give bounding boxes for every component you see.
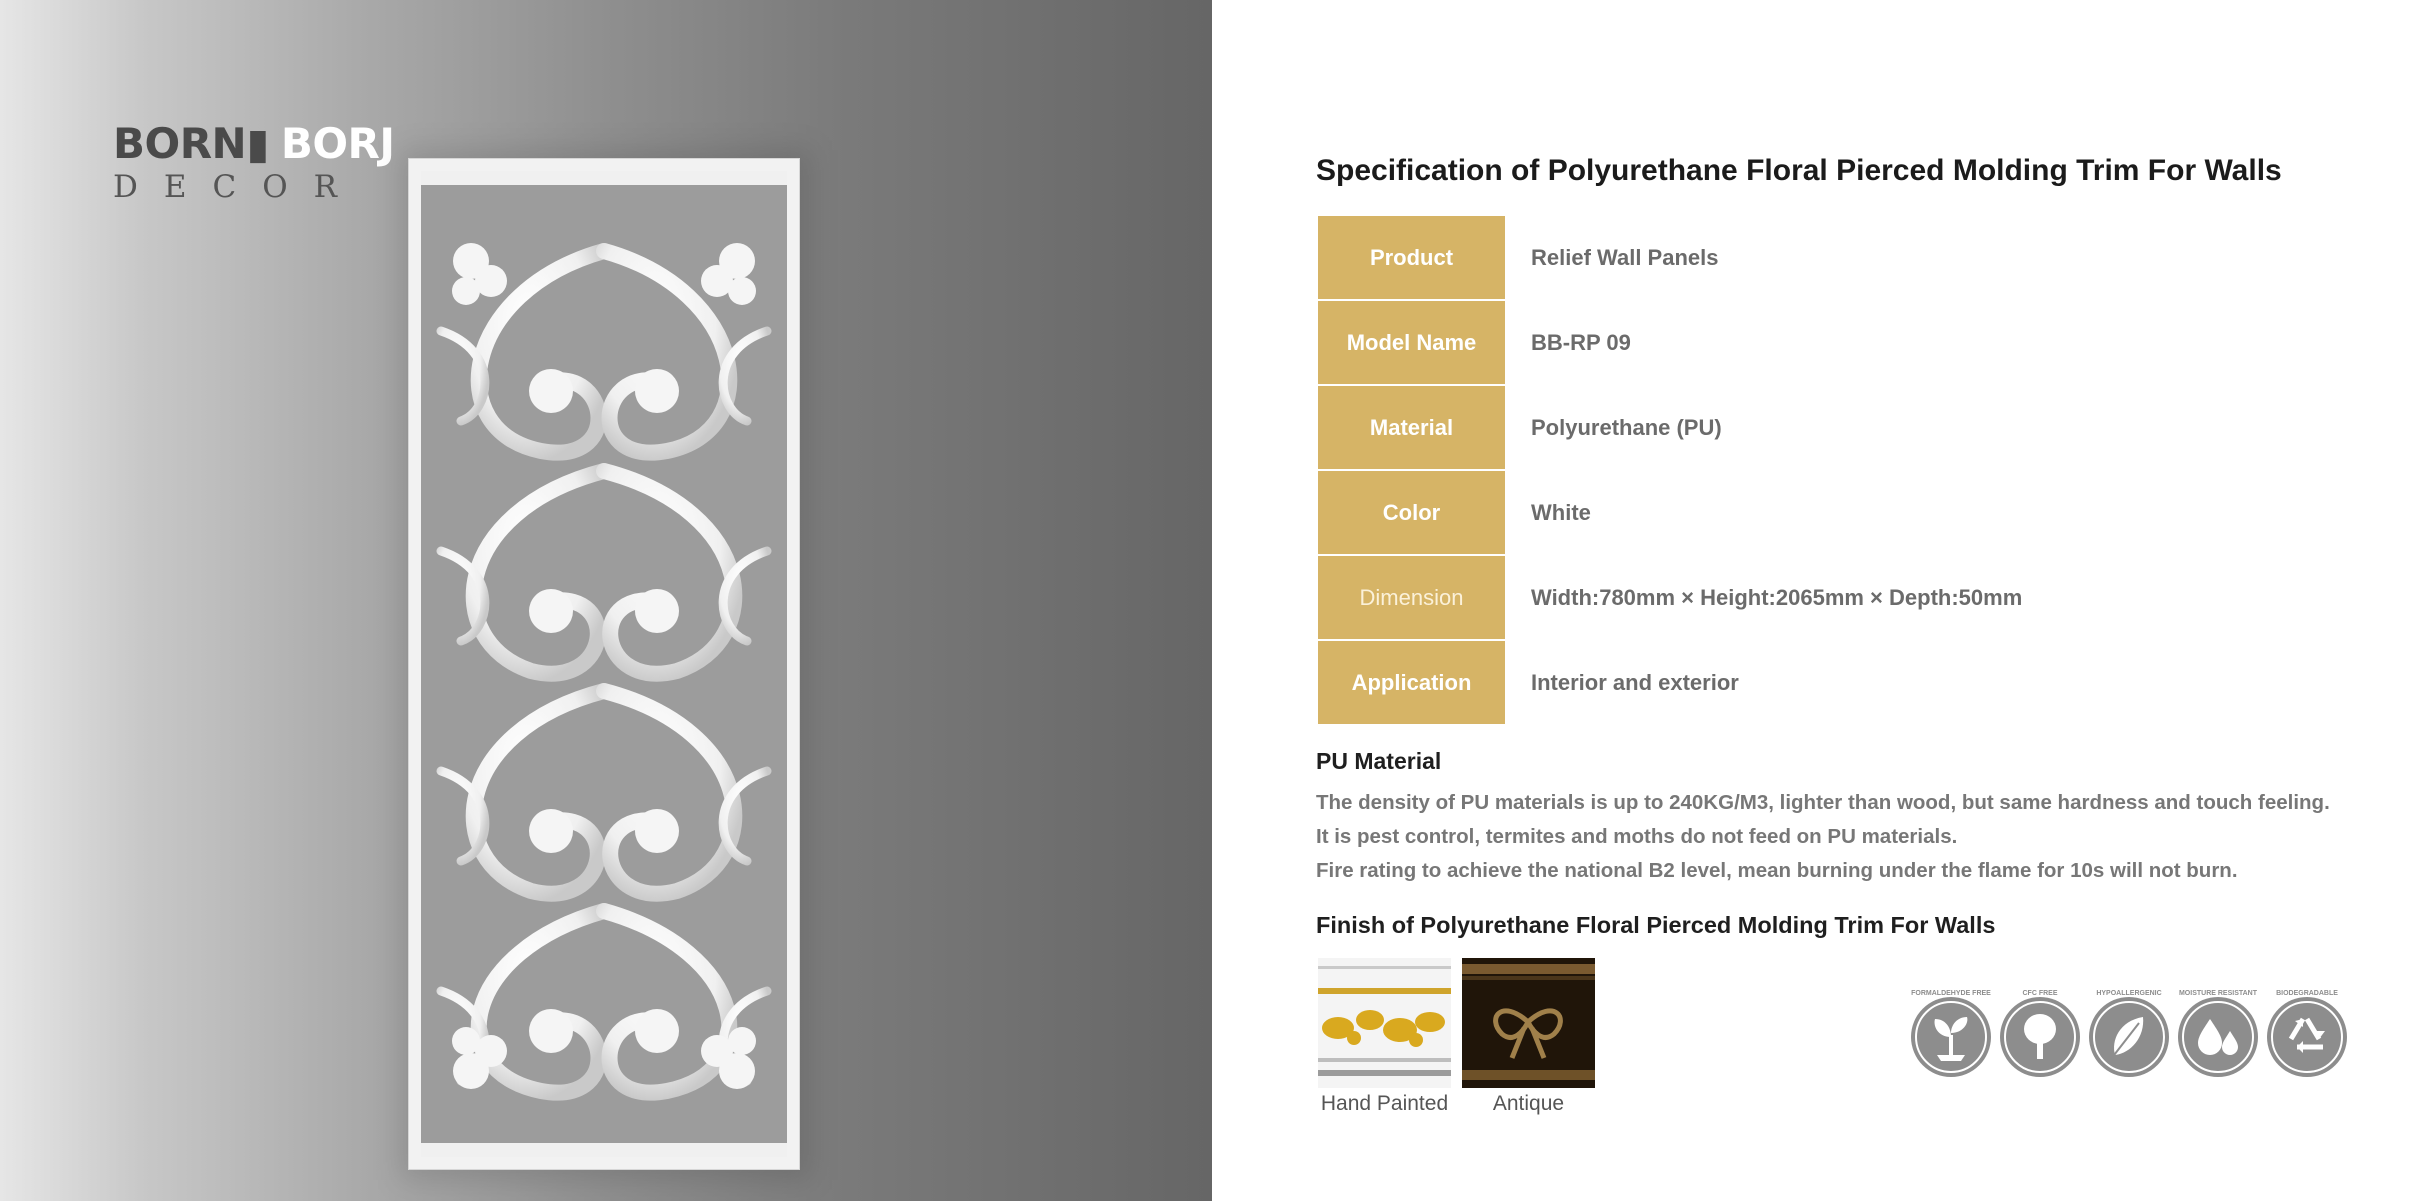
spec-label: Application — [1317, 640, 1506, 725]
tree-icon — [2000, 997, 2080, 1077]
feather-icon — [2089, 997, 2169, 1077]
antique-swatch-image — [1462, 958, 1595, 1088]
moisture-resistant-badge — [2178, 990, 2258, 1077]
water-drop-icon — [2178, 997, 2258, 1077]
spec-label: Material — [1317, 385, 1506, 470]
pu-line: The density of PU materials is up to 240KG/M3, lighter than wood, but same hardness and touch feeling. — [1316, 791, 2330, 814]
spec-value: BB-RP 09 — [1506, 300, 2352, 385]
spec-row-material — [1317, 385, 2352, 470]
spec-value: Interior and exterior — [1506, 640, 2352, 725]
finish-caption: Antique — [1492, 1092, 1565, 1115]
spec-title: Specification of Polyurethane Floral Pierced Molding Trim For Walls — [1316, 154, 2282, 187]
badge-caption: BIODEGRADABLE — [2276, 990, 2338, 997]
pu-line: It is pest control, termites and moths do not feed on PU materials. — [1316, 825, 1958, 848]
formaldehyde-free-badge — [1911, 990, 1991, 1077]
panel-ornament — [421, 171, 787, 1157]
spec-label: Product — [1317, 215, 1506, 300]
finish-caption: Hand Painted — [1320, 1092, 1449, 1115]
finish-title: Finish of Polyurethane Floral Pierced Molding Trim For Walls — [1316, 912, 1996, 938]
finish-swatch-antique[interactable] — [1462, 958, 1595, 1088]
spec-table — [1316, 214, 2353, 726]
spec-value: White — [1506, 470, 2352, 555]
pu-material-title: PU Material — [1316, 748, 1442, 774]
product-image — [408, 158, 800, 1170]
recycle-icon — [2267, 997, 2347, 1077]
brand-logo-word-1: BORN▮ — [113, 119, 269, 168]
badge-caption: CFC FREE — [2022, 990, 2058, 997]
certification-badges — [1911, 990, 2347, 1077]
cfc-free-badge — [2000, 990, 2080, 1077]
brand-logo-word-2: BORJ — [280, 119, 395, 168]
badge-caption: FORMALDEHYDE FREE — [1911, 990, 1991, 997]
spec-label: Dimension — [1317, 555, 1506, 640]
badge-caption: MOISTURE RESISTANT — [2178, 990, 2258, 997]
pu-line: Fire rating to achieve the national B2 level, mean burning under the flame for 10s will not burn. — [1316, 859, 2238, 882]
spec-row-product — [1317, 215, 2352, 300]
spec-row-application — [1317, 640, 2352, 725]
spec-row-dimension — [1317, 555, 2352, 640]
spec-row-color — [1317, 470, 2352, 555]
biodegradable-badge — [2267, 990, 2347, 1077]
floral-scroll-ornament — [421, 171, 787, 1157]
spec-value: Relief Wall Panels — [1506, 215, 2352, 300]
spec-value: Width:780mm × Height:2065mm × Depth:50mm — [1506, 555, 2352, 640]
finish-swatch-hand-painted[interactable] — [1318, 958, 1451, 1088]
spec-label: Model Name — [1317, 300, 1506, 385]
hypoallergenic-badge — [2089, 990, 2169, 1077]
brand-logo — [113, 119, 395, 207]
spec-value: Polyurethane (PU) — [1506, 385, 2352, 470]
plant-icon — [1911, 997, 1991, 1077]
pu-material-description — [1316, 786, 2330, 888]
spec-row-model-name — [1317, 300, 2352, 385]
brand-logo-subtitle: DECOR — [113, 169, 363, 205]
badge-caption: HYPOALLERGENIC — [2096, 990, 2162, 997]
hand-painted-swatch-image — [1318, 958, 1451, 1088]
spec-label: Color — [1317, 470, 1506, 555]
